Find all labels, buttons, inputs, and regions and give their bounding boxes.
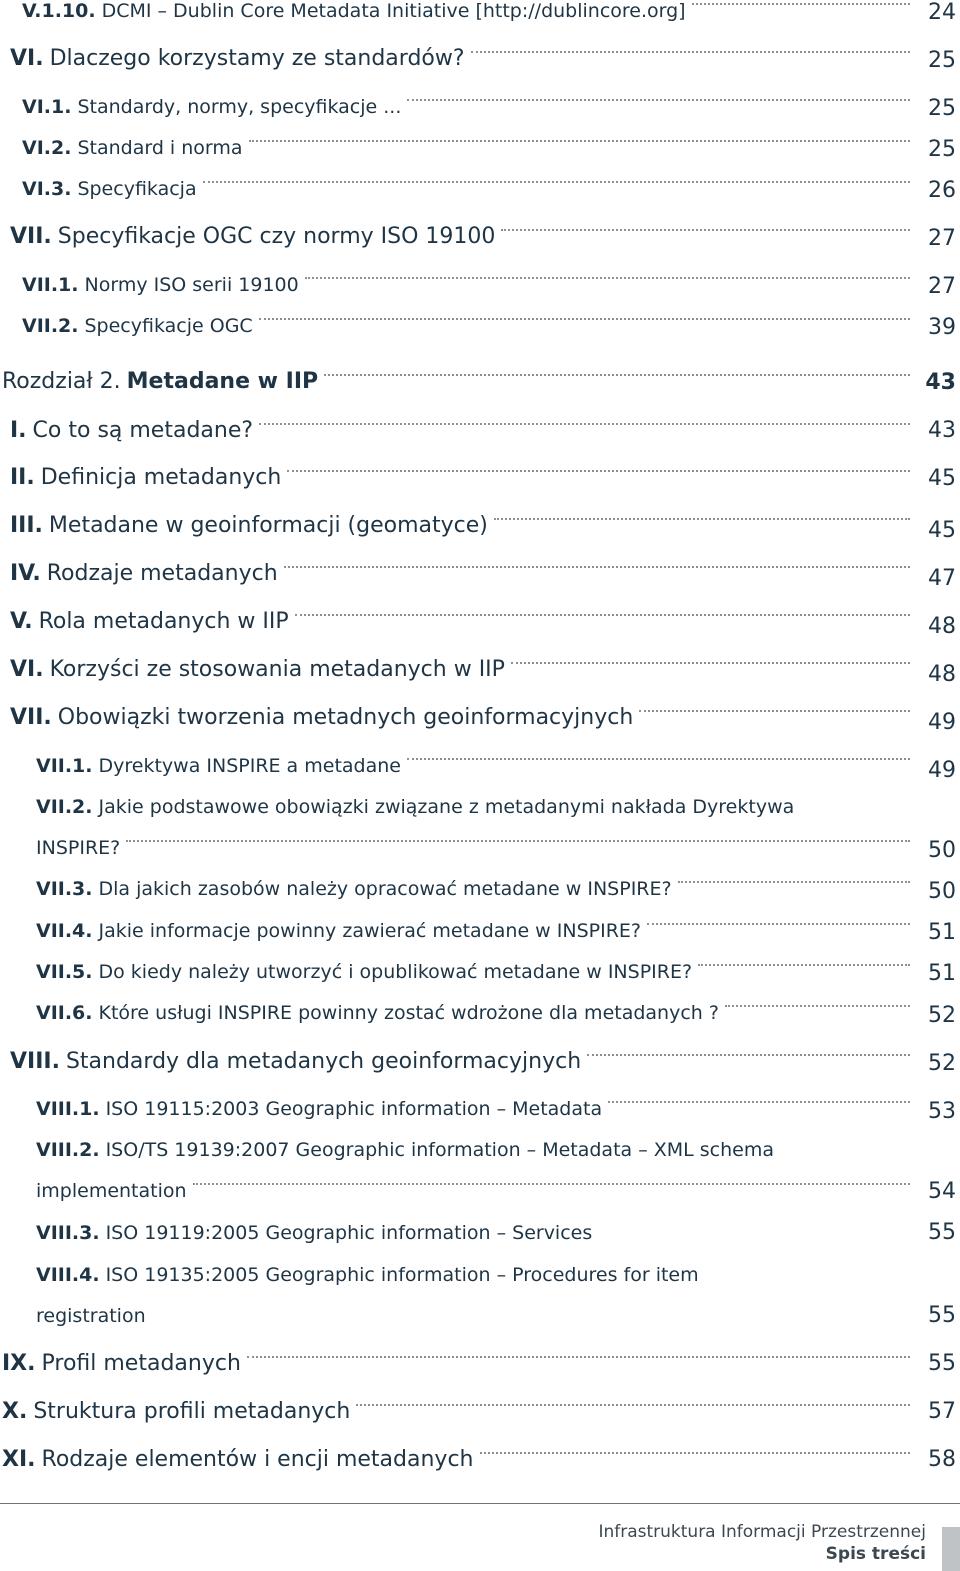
toc-entry-title: Specyfikacja (77, 178, 197, 200)
toc-entry-title: Do kiedy należy utworzyć i opublikować metadane w INSPIRE? (98, 961, 693, 983)
toc-entry-number: VII. (10, 705, 52, 730)
toc-entry-title: ISO/TS 19139:2007 Geographic information – Metadata – XML schema (105, 1139, 775, 1161)
toc-entry-title: Profil metadanych (41, 1351, 241, 1376)
dot-leader (494, 518, 910, 520)
toc-entry-page: 27 (928, 226, 956, 251)
toc-entry-page: 55 (928, 1220, 956, 1245)
toc-entry-page: 48 (928, 614, 956, 639)
toc-entry-number: V. (10, 609, 33, 634)
toc-entry-title: Standardy dla metadanych geoinformacyjnych (65, 1049, 582, 1074)
toc-entry-page: 49 (928, 710, 956, 735)
dot-leader (295, 614, 910, 616)
toc-entry-page: 51 (928, 920, 956, 945)
toc-entry-title: Rodzaje metadanych (46, 561, 278, 586)
toc-entry-page: 39 (928, 315, 956, 340)
toc-entry-number: VII.2. (36, 796, 93, 818)
toc-entry-page: 50 (928, 838, 956, 863)
toc-entry-page: 47 (928, 566, 956, 591)
footer-decorative-block (942, 1527, 960, 1571)
toc-entry-page: 50 (928, 879, 956, 904)
dot-leader (725, 1005, 910, 1007)
toc-entry-title: Korzyści ze stosowania metadanych w IIP (49, 657, 505, 682)
toc-entry-page: 25 (928, 96, 956, 121)
toc-entry-title: Rola metadanych w IIP (38, 609, 289, 634)
toc-entry-number: VI.3. (22, 178, 72, 200)
toc-entry-title: Obowiązki tworzenia metadnych geoinformacyjnych (57, 705, 634, 730)
toc-entry-title: Jakie informacje powinny zawierać metadane w INSPIRE? (98, 920, 641, 942)
toc-entry-page: 54 (928, 1179, 956, 1204)
toc-entry-number: VII.4. (36, 920, 93, 942)
toc-entry-number: II. (10, 465, 35, 490)
toc-chapter-title: Metadane w IIP (126, 369, 319, 394)
dot-leader (407, 758, 910, 760)
toc-entry-page: 49 (928, 758, 956, 783)
toc-entry-page: 24 (928, 0, 956, 25)
toc-entry-title-continued: registration (36, 1305, 146, 1327)
toc-entry-number: IX. (2, 1351, 36, 1376)
toc-entry-page: 25 (928, 137, 956, 162)
toc-entry-number: VIII.1. (36, 1098, 100, 1120)
toc-entry-number: V.1.10. (22, 0, 96, 22)
dot-leader (324, 374, 910, 376)
dot-leader (356, 1404, 910, 1406)
toc-entry-title: Jakie podstawowe obowiązki związane z metadanymi nakłada Dyrektywa (98, 796, 795, 818)
dot-leader (407, 99, 910, 101)
dot-leader (203, 181, 910, 183)
toc-entry-title-continued: implementation (36, 1180, 187, 1202)
toc-entry-page: 27 (928, 274, 956, 299)
toc-entry-page: 51 (928, 961, 956, 986)
dot-leader (501, 229, 910, 231)
dot-leader (471, 51, 910, 53)
toc-entry-page: 57 (928, 1399, 956, 1424)
dot-leader (698, 964, 910, 966)
toc-entry-title: Specyfikacje OGC (84, 315, 253, 337)
toc-entry-title: ISO 19135:2005 Geographic information – Procedures for item (105, 1264, 699, 1286)
dot-leader (639, 710, 910, 712)
toc-entry-page: 58 (928, 1447, 956, 1472)
toc-entry-title: Co to są metadane? (32, 418, 254, 443)
toc-entry-number: VII.3. (36, 878, 93, 900)
toc-entry-number: I. (10, 418, 27, 443)
toc-entry-title-continued: INSPIRE? (36, 837, 121, 859)
dot-leader (305, 277, 910, 279)
toc-entry-title: Dlaczego korzystamy ze standardów? (49, 46, 465, 71)
dot-leader (259, 423, 910, 425)
toc-entry-title: Definicja metadanych (40, 465, 282, 490)
toc-entry-page: 26 (928, 178, 956, 203)
toc-entry-title: Które usługi INSPIRE powinny zostać wdrożone dla metadanych ? (98, 1002, 719, 1024)
toc-entry-page: 55 (928, 1351, 956, 1376)
toc-entry-page: 45 (928, 518, 956, 543)
footer-section-name: Spis treści (825, 1544, 926, 1564)
toc-chapter-number: Rozdział 2. (2, 369, 121, 394)
dot-leader (587, 1054, 910, 1056)
toc-entry-number: VIII.3. (36, 1222, 100, 1244)
dot-leader (284, 566, 910, 568)
toc-entry-number: XI. (2, 1447, 36, 1472)
toc-entry-title: Rodzaje elementów i encji metadanych (41, 1447, 474, 1472)
toc-entry-number: VIII.2. (36, 1139, 100, 1161)
toc-entry-title: Standardy, normy, specyfikacje ... (77, 96, 402, 118)
dot-leader (678, 881, 910, 883)
footer-publication-title: Infrastruktura Informacji Przestrzennej (598, 1522, 926, 1542)
dot-leader (193, 1183, 910, 1185)
toc-entry-number: IV. (10, 561, 41, 586)
dot-leader (247, 1356, 910, 1358)
toc-entry-number: X. (2, 1399, 28, 1424)
toc-entry-page: 25 (928, 48, 956, 73)
toc-entry-number: VII.1. (22, 274, 79, 296)
toc-entry-number: VII.6. (36, 1002, 93, 1024)
toc-entry-title: Metadane w geoinformacji (geomatyce) (48, 513, 488, 538)
dot-leader (608, 1101, 910, 1103)
toc-entry-number: VII.1. (36, 755, 93, 777)
toc-entry-number: VI. (10, 46, 44, 71)
toc-entry-page: 53 (928, 1099, 956, 1124)
toc-entry-page: 43 (928, 418, 956, 443)
toc-entry-title: Specyfikacje OGC czy normy ISO 19100 (57, 224, 496, 249)
dot-leader (480, 1452, 911, 1454)
toc-entry-page: 55 (928, 1303, 956, 1328)
toc-entry-number: VIII. (10, 1049, 60, 1074)
toc-entry-page: 52 (928, 1003, 956, 1028)
toc-entry-title: Struktura profili metadanych (33, 1399, 351, 1424)
toc-entry-number: III. (10, 513, 43, 538)
dot-leader (287, 470, 910, 472)
toc-entry-number: VI.1. (22, 96, 72, 118)
toc-entry-title: Normy ISO serii 19100 (84, 274, 299, 296)
toc-entry-number: VI. (10, 657, 44, 682)
toc-entry-title: Standard i norma (77, 137, 243, 159)
toc-entry-title: Dla jakich zasobów należy opracować metadane w INSPIRE? (98, 878, 672, 900)
toc-entry-page: 45 (928, 466, 956, 491)
toc-entry-title: ISO 19115:2003 Geographic information – Metadata (105, 1098, 603, 1120)
dot-leader (511, 662, 910, 664)
toc-entry-number: VII.2. (22, 315, 79, 337)
dot-leader (126, 840, 910, 842)
toc-chapter-page: 43 (925, 370, 956, 395)
toc-entry-title: ISO 19119:2005 Geographic information – Services (105, 1222, 593, 1244)
toc-entry-title: Dyrektywa INSPIRE a metadane (98, 755, 401, 777)
dot-leader (692, 3, 910, 5)
dot-leader (259, 318, 910, 320)
dot-leader (647, 923, 910, 925)
toc-entry-number: VII. (10, 224, 52, 249)
dot-leader (249, 140, 910, 142)
toc-entry-number: VII.5. (36, 961, 93, 983)
toc-entry-number: VI.2. (22, 137, 72, 159)
toc-entry-title: DCMI – Dublin Core Metadata Initiative [http://dublincore.org] (101, 0, 686, 22)
footer-divider (0, 1503, 960, 1504)
toc-entry-page: 52 (928, 1051, 956, 1076)
toc-entry-number: VIII.4. (36, 1264, 100, 1286)
toc-entry-page: 48 (928, 662, 956, 687)
